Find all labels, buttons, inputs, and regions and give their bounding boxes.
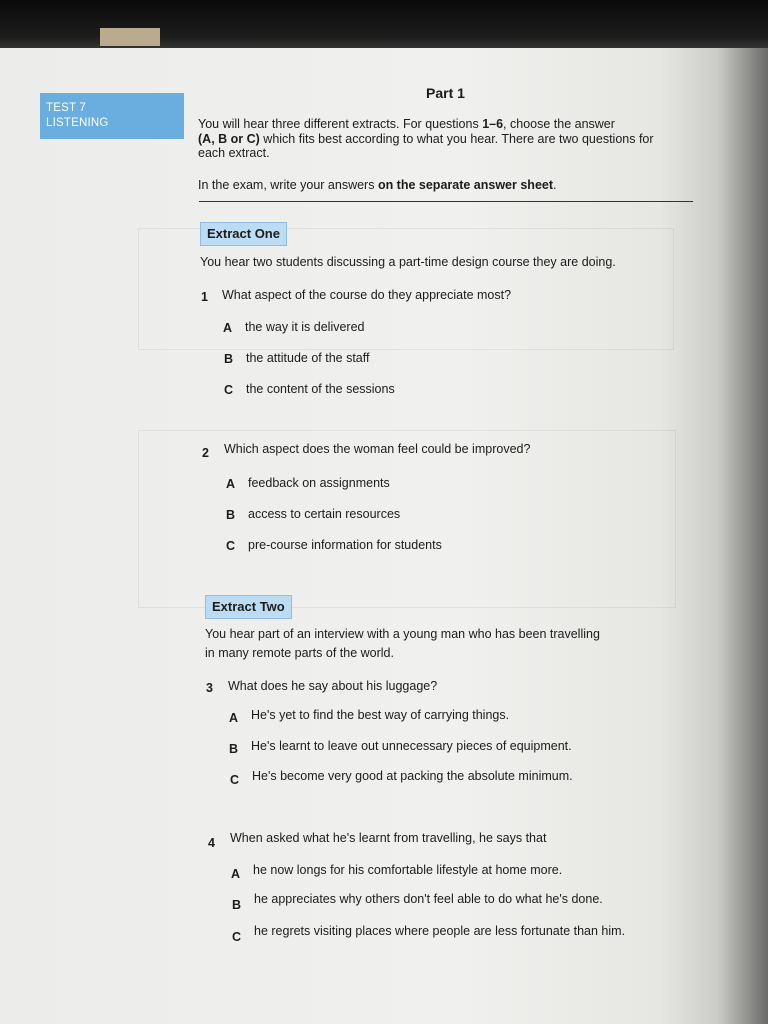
question-2-text: Which aspect does the woman feel could be improved? (224, 442, 531, 456)
q2-option-c: pre-course information for students (248, 538, 442, 552)
q3-option-c: He's become very good at packing the absolute minimum. (252, 769, 573, 783)
page-title: Part 1 (426, 85, 465, 101)
q4-option-a-letter: A (231, 867, 241, 881)
question-4-number: 4 (208, 836, 215, 850)
q2-option-b: access to certain resources (248, 507, 401, 521)
q4-option-b: he appreciates why others don't feel able to do what he's done. (254, 892, 603, 906)
question-3-text: What does he say about his luggage? (228, 679, 438, 693)
q1-option-b-letter: B (224, 352, 234, 366)
question-1-text: What aspect of the course do they appreciate most? (222, 288, 512, 302)
q3-option-b-letter: B (229, 742, 239, 756)
q1-option-c-letter: C (224, 383, 234, 397)
q3-option-a: He's yet to find the best way of carrying things. (251, 708, 510, 722)
question-1-number: 1 (201, 290, 208, 304)
q3-option-c-letter: C (230, 773, 240, 787)
page-spine-shadow (718, 48, 768, 1024)
extract-two-intro-line-1: You hear part of an interview with a young man who has been travelling (205, 627, 600, 641)
question-2-number: 2 (202, 446, 209, 460)
extract-one-intro: You hear two students discussing a part-time design course they are doing. (200, 255, 616, 269)
q4-option-c: he regrets visiting places where people are less fortunate than him. (254, 924, 626, 938)
question-4-text: When asked what he's learnt from travelling, he says that (230, 831, 547, 845)
badge-test-number: TEST 7 (46, 102, 86, 114)
q4-option-c-letter: C (232, 930, 242, 944)
q1-option-a-letter: A (223, 321, 233, 335)
divider (199, 201, 693, 202)
q2-option-a-letter: A (226, 477, 236, 491)
q3-option-b: He's learnt to leave out unnecessary pieces of equipment. (251, 739, 572, 753)
extract-two-intro-line-2: in many remote parts of the world. (205, 646, 394, 660)
badge-section: LISTENING (46, 117, 109, 129)
q4-option-a: he now longs for his comfortable lifestyle at home more. (253, 863, 563, 877)
q1-option-b: the attitude of the staff (246, 351, 370, 365)
extract-one-label: Extract One (200, 222, 287, 246)
question-3-number: 3 (206, 681, 213, 695)
q2-option-b-letter: B (226, 508, 236, 522)
q2-option-c-letter: C (226, 539, 236, 553)
q3-option-a-letter: A (229, 711, 239, 725)
q2-option-a: feedback on assignments (248, 476, 390, 490)
extract-two-label: Extract Two (205, 595, 292, 619)
q1-option-a: the way it is delivered (245, 320, 365, 334)
page-tab-strip (100, 28, 160, 46)
instructions: You will hear three different extracts. For questions 1–6, choose the answer (A, B or C) which fits best according to what you hear. There are two questions for each extract. (198, 117, 654, 160)
q4-option-b-letter: B (232, 898, 242, 912)
exam-instructions: In the exam, write your answers on the separate answer sheet. (198, 178, 557, 192)
test-badge (40, 93, 184, 139)
q1-option-c: the content of the sessions (246, 382, 395, 396)
